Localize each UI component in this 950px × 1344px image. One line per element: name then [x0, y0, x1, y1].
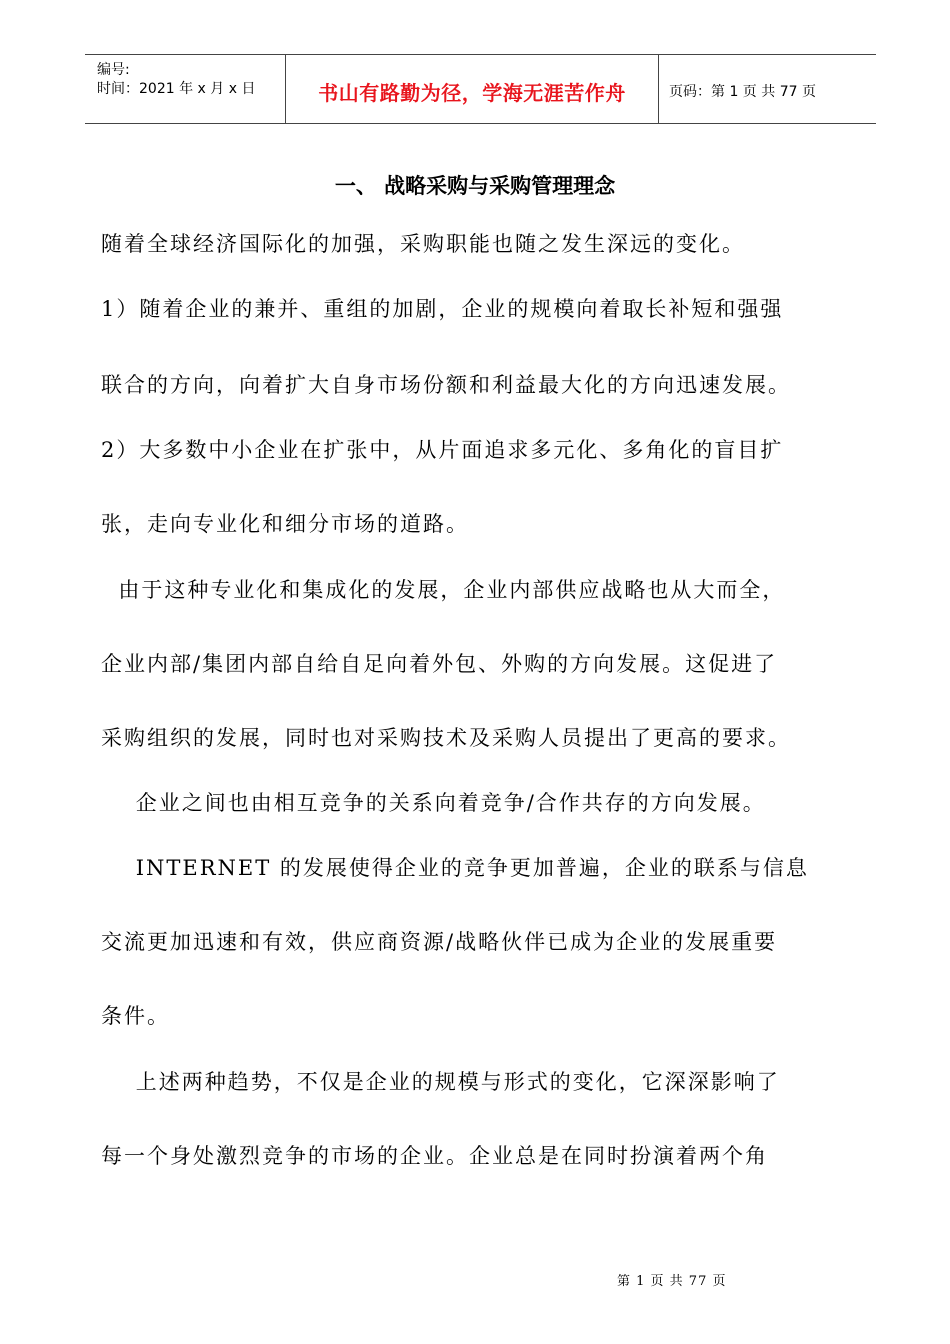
- body-line: INTERNET 的发展使得企业的竞争更加普遍，企业的联系与信息: [101, 856, 809, 880]
- body-line: 由于这种专业化和集成化的发展，企业内部供应战略也从大而全，: [101, 578, 786, 602]
- page-header: [85, 54, 876, 124]
- body-line: 联合的方向，向着扩大自身市场份额和利益最大化的方向迅速发展。: [101, 373, 791, 397]
- body-line: 随着全球经济国际化的加强，采购职能也随之发生深远的变化。: [101, 232, 745, 256]
- body-line: 张，走向专业化和细分市场的道路。: [101, 512, 469, 536]
- header-motto-cell: [286, 55, 659, 123]
- header-page-cell: [659, 55, 876, 123]
- header-meta-cell: [85, 55, 286, 123]
- body-line: 条件。: [101, 1004, 170, 1028]
- body-line: 1）随着企业的兼并、重组的加剧，企业的规模向着取长补短和强强: [101, 297, 784, 321]
- number-label: 编号:: [97, 62, 130, 78]
- body-line: 交流更加迅速和有效，供应商资源/战略伙伴已成为企业的发展重要: [101, 930, 778, 954]
- body-line: 企业内部/集团内部自给自足向着外包、外购的方向发展。这促进了: [101, 652, 778, 676]
- motto-text: 书山有路勤为径，学海无涯苦作舟: [318, 81, 626, 105]
- body-line: 采购组织的发展，同时也对采购技术及采购人员提出了更高的要求。: [101, 726, 791, 750]
- body-line: 上述两种趋势，不仅是企业的规模与形式的变化，它深深影响了: [101, 1070, 780, 1094]
- body-line: 2）大多数中小企业在扩张中，从片面追求多元化、多角化的盲目扩: [101, 438, 784, 462]
- time-label: 时间：2021 年 x 月 x 日: [97, 81, 256, 97]
- page-info: 页码：第 1 页 共 77 页: [669, 84, 816, 100]
- body-line: 企业之间也由相互竞争的关系向着竞争/合作共存的方向发展。: [101, 791, 766, 815]
- body-line: 每一个身处激烈竞争的市场的企业。企业总是在同时扮演着两个角: [101, 1144, 768, 1168]
- section-title: 一、 战略采购与采购管理理念: [334, 174, 616, 198]
- page-footer: 第 1 页 共 77 页: [617, 1274, 727, 1289]
